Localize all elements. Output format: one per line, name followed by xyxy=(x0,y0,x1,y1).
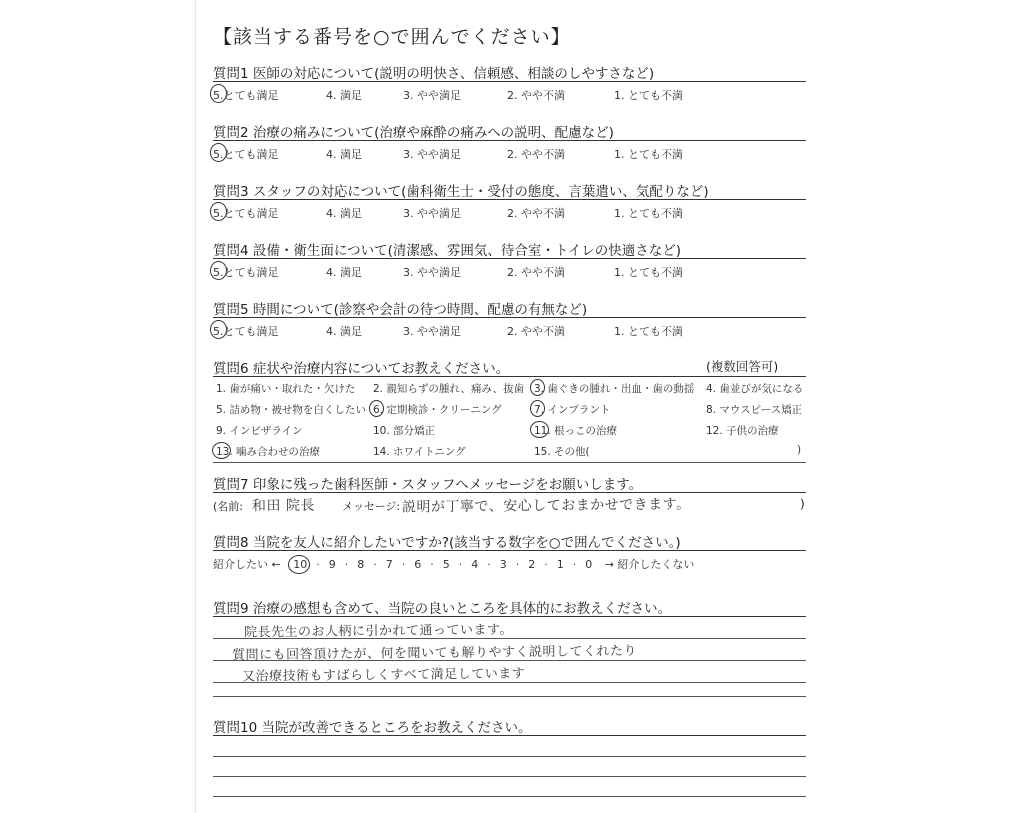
q8-number-6[interactable]: 6 xyxy=(414,558,422,571)
q9-rule-4 xyxy=(213,696,806,697)
q4-rule xyxy=(213,258,806,259)
q8-separator-dot: · xyxy=(430,558,434,571)
q5-option-2[interactable]: 2. やや不満 xyxy=(507,325,565,338)
q2-label: 質問2 治療の痛みについて(治療や麻酔の痛みへの説明、配慮など) xyxy=(213,125,614,141)
q5-option-4[interactable]: 4. 満足 xyxy=(326,325,362,338)
q8-number-1[interactable]: 1 xyxy=(556,558,564,571)
q1-option-5[interactable]: 5.とても満足 xyxy=(213,89,279,102)
q2-option-5[interactable]: 5.とても満足 xyxy=(213,148,279,161)
q8-separator-dot: · xyxy=(344,558,349,571)
q3-rule xyxy=(213,199,806,200)
q8-left-label: 紹介したい ← xyxy=(213,558,281,571)
q6-option-9[interactable]: 9. インビザライン xyxy=(216,425,303,437)
q1-selected-circle xyxy=(210,84,227,103)
q9-answer-line-2: 質問にも回答頂けたが、何を聞いても解りやすく説明してくれたり xyxy=(231,643,638,664)
q8-selected-circle xyxy=(288,555,310,574)
q6-rule xyxy=(213,376,806,377)
q4-selected-circle xyxy=(210,261,227,280)
q8-separator-dot: · xyxy=(401,558,406,571)
q5-rule xyxy=(213,317,806,318)
q5-option-5[interactable]: 5.とても満足 xyxy=(213,325,279,338)
q10-rule-3 xyxy=(213,796,806,797)
q6-option-13[interactable]: 13. 噛み合わせの治療 xyxy=(216,446,321,458)
q7-label: 質問7 印象に残った歯科医師・スタッフへメッセージをお願いします。 xyxy=(213,477,643,493)
q8-separator-dot: · xyxy=(572,558,577,571)
q2-option-4[interactable]: 4. 満足 xyxy=(326,148,362,161)
q6-multiple-note: (複数回答可) xyxy=(706,359,779,374)
q10-rule-2 xyxy=(213,776,806,777)
q6-selected-circle-11 xyxy=(530,421,549,438)
q2-option-1[interactable]: 1. とても不満 xyxy=(614,148,683,161)
form-title: 【該当する番号を○で囲んでください】 xyxy=(213,26,571,48)
q10-rule-0 xyxy=(213,735,806,736)
q1-label: 質問1 医師の対応について(説明の明快さ、信頼感、相談のしやすさなど) xyxy=(213,66,655,82)
q8-separator-dot: · xyxy=(544,558,548,571)
q3-option-1[interactable]: 1. とても不満 xyxy=(614,207,683,220)
q6-option-15[interactable]: 15. その他( xyxy=(534,446,590,458)
q8-separator-dot: · xyxy=(458,558,463,571)
q4-option-3[interactable]: 3. やや満足 xyxy=(403,266,461,279)
q8-separator-dot: · xyxy=(515,558,520,571)
q8-number-4[interactable]: 4 xyxy=(471,558,479,571)
q8-separator-dot: · xyxy=(373,558,377,571)
q6-selected-circle-6 xyxy=(369,400,384,417)
q6-option-4[interactable]: 4. 歯並びが気になる xyxy=(706,383,804,395)
q6-label: 質問6 症状や治療内容についてお教えください。 xyxy=(213,361,510,377)
q3-option-2[interactable]: 2. やや不満 xyxy=(507,207,565,220)
q9-rule-0 xyxy=(213,616,806,617)
q8-number-0[interactable]: 0 xyxy=(585,558,593,571)
q4-option-2[interactable]: 2. やや不満 xyxy=(507,266,565,279)
q6-bottom-rule xyxy=(213,462,806,463)
q7-message-value: 説明が丁寧で、安心しておまかせできます。 xyxy=(401,496,691,516)
q5-label: 質問5 時間について(診察や会計の待つ時間、配慮の有無など) xyxy=(213,302,588,318)
q8-number-8[interactable]: 8 xyxy=(357,558,365,571)
q8-number-9[interactable]: 9 xyxy=(328,558,336,571)
q2-rule xyxy=(213,140,806,141)
q7-rule xyxy=(213,492,806,493)
q1-option-4[interactable]: 4. 満足 xyxy=(326,89,362,102)
q3-option-4[interactable]: 4. 満足 xyxy=(326,207,362,220)
q6-selected-circle-7 xyxy=(530,400,545,417)
q5-option-3[interactable]: 3. やや満足 xyxy=(403,325,461,338)
q4-option-1[interactable]: 1. とても不満 xyxy=(614,266,683,279)
q10-label: 質問10 当院が改善できるところをお教えください。 xyxy=(213,720,532,736)
q3-selected-circle xyxy=(210,202,227,221)
q9-label: 質問9 治療の感想も含めて、当院の良いところを具体的にお教えください。 xyxy=(213,601,672,617)
q6-option-12[interactable]: 12. 子供の治療 xyxy=(706,425,779,437)
q5-option-1[interactable]: 1. とても不満 xyxy=(614,325,683,338)
q8-separator-dot: · xyxy=(316,558,320,571)
q8-scale xyxy=(213,556,694,572)
q2-option-3[interactable]: 3. やや満足 xyxy=(403,148,461,161)
q6-option-8[interactable]: 8. マウスピース矯正 xyxy=(706,404,803,416)
q4-option-5[interactable]: 5.とても満足 xyxy=(213,266,279,279)
q6-option-2[interactable]: 2. 親知らずの腫れ、痛み、抜歯 xyxy=(373,383,525,395)
q8-number-2[interactable]: 2 xyxy=(528,558,536,571)
q10-rule-1 xyxy=(213,756,806,757)
q8-separator-dot: · xyxy=(487,558,491,571)
q7-name-label: (名前: xyxy=(213,500,243,513)
q8-rule xyxy=(213,550,806,551)
q6-option-3[interactable]: 3. 歯ぐきの腫れ・出血・歯の動揺 xyxy=(534,383,695,395)
q6-other-close: ) xyxy=(797,444,802,456)
q3-label: 質問3 スタッフの対応について(歯科衛生士・受付の態度、言葉遣い、気配りなど) xyxy=(213,184,709,200)
q1-option-1[interactable]: 1. とても不満 xyxy=(614,89,683,102)
q6-option-6[interactable]: 6. 定期検診・クリーニング xyxy=(373,404,502,416)
q8-right-label: → 紹介したくない xyxy=(604,558,695,571)
q8-numbers xyxy=(284,558,601,571)
q3-option-5[interactable]: 5.とても満足 xyxy=(213,207,279,220)
q5-selected-circle xyxy=(210,320,227,339)
q2-selected-circle xyxy=(210,143,227,162)
q8-number-10[interactable]: 10 xyxy=(293,558,307,571)
q4-label: 質問4 設備・衛生面について(清潔感、雰囲気、待合室・トイレの快適さなど) xyxy=(213,243,681,259)
q9-answer-line-3: 又治療技術もすばらしくすべて満足しています xyxy=(241,666,526,685)
q1-rule xyxy=(213,81,806,82)
q6-option-1[interactable]: 1. 歯が痛い・取れた・欠けた xyxy=(216,383,356,395)
q6-selected-circle-3 xyxy=(530,379,545,396)
q4-option-4[interactable]: 4. 満足 xyxy=(326,266,362,279)
q6-option-7[interactable]: 7. インプラント xyxy=(534,404,611,416)
q6-option-10[interactable]: 10. 部分矯正 xyxy=(373,425,436,437)
q2-option-2[interactable]: 2. やや不満 xyxy=(507,148,565,161)
q7-close-paren: ) xyxy=(800,497,805,511)
q3-option-3[interactable]: 3. やや満足 xyxy=(403,207,461,220)
q6-option-14[interactable]: 14. ホワイトニング xyxy=(373,446,466,458)
q7-name-value: 和田 院長 xyxy=(251,497,316,515)
q8-number-5[interactable]: 5 xyxy=(442,558,450,571)
q8-number-7[interactable]: 7 xyxy=(385,558,393,571)
q6-option-11[interactable]: 11. 根っこの治療 xyxy=(534,425,618,437)
q6-option-5[interactable]: 5. 詰め物・被せ物を白くしたい xyxy=(216,404,366,416)
q6-selected-circle-13 xyxy=(212,442,231,459)
q1-option-2[interactable]: 2. やや不満 xyxy=(507,89,565,102)
q9-answer-line-1: 院長先生のお人柄に引かれて通っています。 xyxy=(243,622,514,641)
q7-message-label: メッセージ: xyxy=(342,500,401,513)
q8-label: 質問8 当院を友人に紹介したいですか?(該当する数字を○で囲んでください。) xyxy=(213,535,681,551)
q8-number-3[interactable]: 3 xyxy=(499,558,507,571)
q1-option-3[interactable]: 3. やや満足 xyxy=(403,89,461,102)
